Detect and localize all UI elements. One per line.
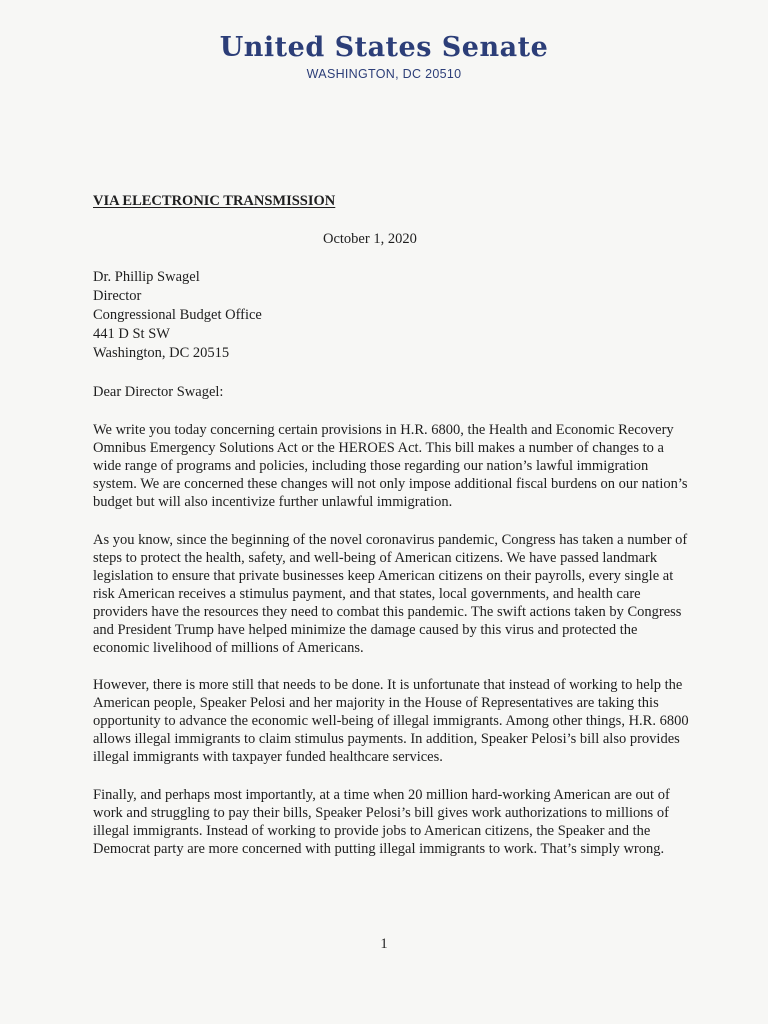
recipient-name: Dr. Phillip Swagel: [93, 269, 200, 285]
body-paragraph-3: However, there is more still that needs to be done. It is unfortunate that instead of working to help the American people, Speaker Pelosi and her majority in the House of Representatives are taking this opportunity to advance the economic well-being of illegal immigrants. Among other things, H.R. 6800 allows illegal immigrants to claim stimulus payments. In addition, Speaker Pelosi’s bill also provides illegal immigrants with taxpayer funded healthcare services.: [93, 677, 689, 765]
recipient-organization: Congressional Budget Office: [93, 307, 262, 323]
recipient-title: Director: [93, 288, 142, 304]
transmission-heading: VIA ELECTRONIC TRANSMISSION: [93, 193, 336, 209]
page-number: 1: [380, 936, 388, 952]
body-paragraph-4: Finally, and perhaps most importantly, at a time when 20 million hard-working American are out of work and struggling to pay their bills, Speaker Pelosi’s bill gives work authorizations to millions of illegal immigrants. Instead of working to provide jobs to American citizens, the Speaker and the Democrat party are more concerned with putting illegal immigrants to work. That’s simply wrong.: [93, 787, 670, 857]
body-paragraph-2: As you know, since the beginning of the novel coronavirus pandemic, Congress has taken a number of steps to protect the health, safety, and well-being of American citizens. We have passed landmark legislation to ensure that private businesses keep American citizens on their payrolls, every single at risk American receives a stimulus payment, and that states, local governments, and health care providers have the resources they need to combat this pandemic. The swift actions taken by Congress and President Trump have helped minimize the damage caused by this virus and protected the economic livelihood of millions of Americans.: [93, 532, 688, 656]
letterhead-address: WASHINGTON, DC 20510: [306, 67, 462, 81]
letter-date: October 1, 2020: [323, 231, 417, 247]
recipient-address: [93, 268, 262, 363]
letterhead-title: United States Senate: [219, 32, 549, 63]
recipient-street: 441 D St SW: [93, 326, 170, 342]
recipient-city: Washington, DC 20515: [93, 345, 230, 361]
salutation: Dear Director Swagel:: [93, 384, 224, 400]
body-paragraph-1: We write you today concerning certain provisions in H.R. 6800, the Health and Economic Recovery Omnibus Emergency Solutions Act or the HEROES Act. This bill makes a number of changes to a wide range of programs and policies, including those regarding our nation’s lawful immigration system. We are concerned these changes will not only impose additional fiscal burdens on our nation’s budget but will also incentivize further unlawful immigration.: [93, 422, 688, 510]
